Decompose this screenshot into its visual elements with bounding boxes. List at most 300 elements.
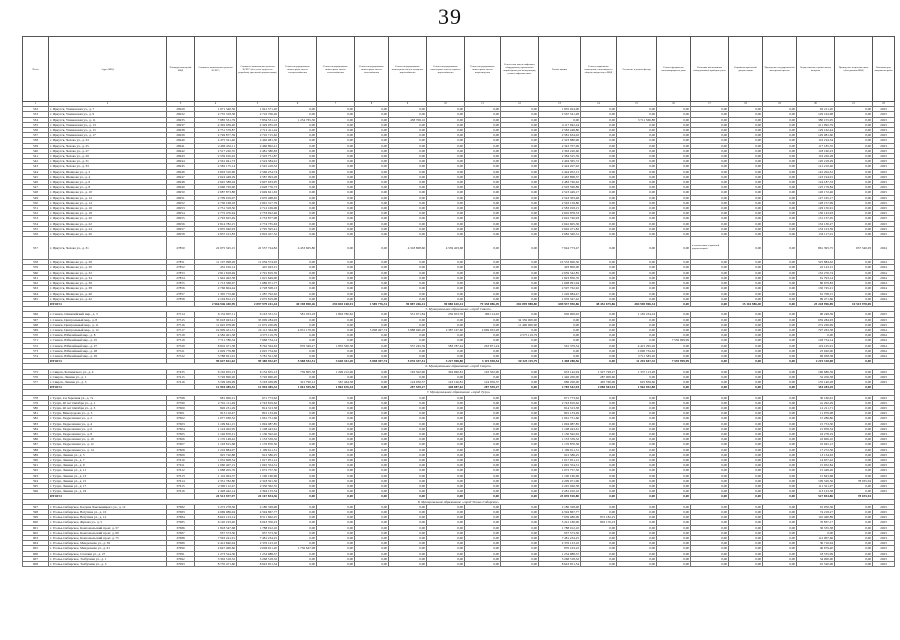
value-cell: 0,00 bbox=[835, 226, 873, 231]
value-cell: 16 945,12 bbox=[797, 442, 835, 447]
value-cell: 0,00 bbox=[279, 478, 317, 483]
value-cell: 0,00 bbox=[355, 154, 389, 159]
row-number-cell: 550 bbox=[23, 200, 49, 205]
value-cell: 0,00 bbox=[501, 312, 539, 317]
value-cell: 90 880 610,41 bbox=[427, 301, 465, 306]
value-cell: 0,00 bbox=[835, 143, 873, 148]
value-cell: 0,00 bbox=[317, 541, 355, 546]
value-cell: 0,00 bbox=[501, 530, 539, 535]
value-cell: 0,00 bbox=[427, 169, 465, 174]
row-number-cell: 592 bbox=[23, 468, 49, 473]
row-number-cell: 547 bbox=[23, 185, 49, 190]
value-cell: 0,00 bbox=[355, 128, 389, 133]
value-cell: 0,00 bbox=[763, 327, 797, 332]
value-cell: 0,00 bbox=[617, 489, 657, 494]
value-cell: 0,00 bbox=[835, 473, 873, 478]
value-cell: 0,00 bbox=[691, 468, 729, 473]
value-cell: 0,00 bbox=[763, 520, 797, 525]
value-cell: 0,00 bbox=[427, 260, 465, 265]
value-cell: 0,00 bbox=[763, 206, 797, 211]
value-cell: 0,00 bbox=[501, 489, 539, 494]
value-cell: 0,00 bbox=[317, 148, 355, 153]
row-number-cell: 555 bbox=[23, 226, 49, 231]
row-number-cell: 589 bbox=[23, 452, 49, 457]
value-cell: 0,00 bbox=[355, 281, 389, 286]
value-cell: 0,00 bbox=[581, 468, 617, 473]
row-number-cell: 537 bbox=[23, 133, 49, 138]
value-cell: 2023 bbox=[873, 395, 895, 400]
value-cell: 2 503 596,89 bbox=[539, 185, 581, 190]
value-cell: 0,00 bbox=[657, 195, 691, 200]
address-cell: г. Тулун, Ленина ул., д. 7 bbox=[49, 458, 167, 463]
value-cell: 0,00 bbox=[279, 411, 317, 416]
value-cell: 0,00 bbox=[317, 128, 355, 133]
value-cell: 37688 bbox=[167, 536, 195, 541]
value-cell: 0,00 bbox=[389, 128, 427, 133]
value-cell: 0,00 bbox=[691, 458, 729, 463]
value-cell: 0,00 bbox=[581, 148, 617, 153]
value-cell: 0,00 bbox=[691, 452, 729, 457]
value-cell: 0,00 bbox=[539, 333, 581, 338]
value-cell: 653 142,94 bbox=[539, 369, 581, 374]
value-cell: 166 686,59 bbox=[797, 369, 835, 374]
address-cell: г. Иркутск, Шевцова ул., д. 2 bbox=[49, 169, 167, 174]
value-cell: 34 000,00 bbox=[797, 556, 835, 561]
value-cell: 1 305 772,66 bbox=[195, 291, 237, 296]
value-cell: 26956 bbox=[167, 221, 195, 226]
value-cell: 2 323 886,96 bbox=[539, 138, 581, 143]
value-cell: 0,00 bbox=[317, 530, 355, 535]
value-cell: 0,00 bbox=[355, 174, 389, 179]
value-cell: 2 561 041,73 bbox=[195, 159, 237, 164]
value-cell: 0,00 bbox=[501, 421, 539, 426]
value-cell: 0,00 bbox=[581, 296, 617, 301]
value-cell: 37613 bbox=[167, 473, 195, 478]
value-cell: 0,00 bbox=[427, 530, 465, 535]
value-cell: 0,00 bbox=[581, 400, 617, 405]
value-cell: 2023 bbox=[873, 180, 895, 185]
value-cell: 1 153 539,32 bbox=[539, 437, 581, 442]
value-cell: 0,00 bbox=[317, 260, 355, 265]
value-cell: 2024 bbox=[873, 343, 895, 348]
value-cell: 0,00 bbox=[389, 525, 427, 530]
value-cell: 0,00 bbox=[355, 169, 389, 174]
value-cell: 26935 bbox=[167, 117, 195, 122]
value-cell: 163 502,90 bbox=[389, 369, 427, 374]
value-cell: 0,00 bbox=[427, 128, 465, 133]
value-cell: 2 897 979 241,44 bbox=[237, 301, 279, 306]
value-cell: 0,00 bbox=[835, 169, 873, 174]
value-cell: 0,00 bbox=[317, 405, 355, 410]
value-cell: 0,00 bbox=[427, 348, 465, 353]
value-cell: 0,00 bbox=[581, 343, 617, 348]
value-cell: 30 535,58 bbox=[797, 525, 835, 530]
value-cell: 0,00 bbox=[729, 395, 763, 400]
value-cell: 0,00 bbox=[427, 296, 465, 301]
value-cell: 7 539 999,99 bbox=[657, 338, 691, 343]
value-cell: 0,00 bbox=[355, 437, 389, 442]
row-number-cell: 562 bbox=[23, 281, 49, 286]
value-cell: 0,00 bbox=[691, 275, 729, 280]
value-cell: 7 593 241,91 bbox=[195, 536, 237, 541]
value-cell: 1 176 870,56 bbox=[237, 442, 279, 447]
value-cell: 0,00 bbox=[355, 133, 389, 138]
value-cell: 0,00 bbox=[355, 395, 389, 400]
value-cell: 0,00 bbox=[355, 562, 389, 567]
value-cell: 0,00 bbox=[317, 180, 355, 185]
value-cell: 26953 bbox=[167, 206, 195, 211]
value-cell: 1 077 038,52 bbox=[195, 416, 237, 421]
value-cell: 0,00 bbox=[501, 348, 539, 353]
value-cell: 2 587 093,28 bbox=[237, 174, 279, 179]
value-cell: 0,00 bbox=[691, 515, 729, 520]
value-cell: 0,00 bbox=[729, 489, 763, 494]
value-cell: 2 691 317,79 bbox=[237, 200, 279, 205]
value-cell: 0,00 bbox=[581, 117, 617, 122]
value-cell: 0,00 bbox=[581, 431, 617, 436]
value-cell: 0,00 bbox=[617, 128, 657, 133]
value-cell: 0,00 bbox=[763, 416, 797, 421]
value-cell: 0,00 bbox=[427, 536, 465, 541]
value-cell: 0,00 bbox=[427, 546, 465, 551]
value-cell: 0,00 bbox=[581, 458, 617, 463]
value-cell: 0,00 bbox=[317, 353, 355, 358]
value-cell: 0,00 bbox=[465, 374, 501, 379]
address-cell: г. Тулун, Гидролизная ул., д. 8 bbox=[49, 431, 167, 436]
value-cell: 0,00 bbox=[617, 195, 657, 200]
value-cell: 0,00 bbox=[389, 353, 427, 358]
value-cell: 0,00 bbox=[355, 232, 389, 237]
row-number-cell: 551 bbox=[23, 206, 49, 211]
value-cell: 3 227 908,80 bbox=[427, 359, 465, 364]
value-cell: 6 043 356,23 bbox=[237, 520, 279, 525]
value-cell: 0,00 bbox=[691, 327, 729, 332]
value-cell: 0,00 bbox=[279, 322, 317, 327]
address-cell: г. Тулун, Ленина ул., д. 15 bbox=[49, 478, 167, 483]
row-number-cell: 557 bbox=[23, 237, 49, 260]
value-cell: 0,00 bbox=[581, 530, 617, 535]
value-cell: 0,00 bbox=[317, 400, 355, 405]
value-cell: 671 773,62 bbox=[539, 395, 581, 400]
value-cell: 0,00 bbox=[617, 286, 657, 291]
value-cell: 0,00 bbox=[465, 291, 501, 296]
value-cell: 3 268 518,32 bbox=[539, 556, 581, 561]
value-cell: 2023 bbox=[873, 447, 895, 452]
value-cell: 26954 bbox=[167, 211, 195, 216]
address-cell: г. Иркутск, Шевцова ул., д. 28 bbox=[49, 260, 167, 265]
value-cell: 0,00 bbox=[389, 200, 427, 205]
value-cell: 0,00 bbox=[389, 180, 427, 185]
row-number-cell: 558 bbox=[23, 260, 49, 265]
value-cell: 37519 bbox=[167, 338, 195, 343]
value-cell: 0,00 bbox=[657, 546, 691, 551]
value-cell: 128 734,14 bbox=[797, 338, 835, 343]
column-index-cell: 2 bbox=[49, 102, 167, 107]
value-cell: 0,00 bbox=[729, 281, 763, 286]
value-cell: 2 376 123,10 bbox=[539, 541, 581, 546]
value-cell: 0,00 bbox=[763, 468, 797, 473]
value-cell: 37606 bbox=[167, 437, 195, 442]
value-cell: 1 100 160,69 bbox=[237, 473, 279, 478]
value-cell: 0,00 bbox=[729, 195, 763, 200]
value-cell: 551 071,84 bbox=[389, 312, 427, 317]
address-cell: г. Усолье-Сибирское, Комсомольский пр-кт, д. 75 bbox=[49, 536, 167, 541]
value-cell: 0,00 bbox=[729, 148, 763, 153]
value-cell: 0,00 bbox=[581, 541, 617, 546]
address-cell: г. Иркутск, Шевцова ул., д. 14 bbox=[49, 200, 167, 205]
value-cell: 0,00 bbox=[729, 107, 763, 112]
value-cell: 123 194,91 bbox=[797, 174, 835, 179]
value-cell: 125 179,84 bbox=[797, 185, 835, 190]
value-cell: 2 814 782,15 bbox=[195, 221, 237, 226]
section-title: 6. Муниципальное образование «город Свирск» bbox=[23, 364, 895, 369]
value-cell: 0,00 bbox=[729, 138, 763, 143]
row-number-cell: 599 bbox=[23, 515, 49, 520]
value-cell: 0,00 bbox=[835, 374, 873, 379]
value-cell: 0,00 bbox=[465, 322, 501, 327]
value-cell: 0,00 bbox=[465, 296, 501, 301]
value-cell: 27854 bbox=[167, 275, 195, 280]
value-cell: 1 072 757,50 bbox=[539, 468, 581, 473]
value-cell: 0,00 bbox=[279, 494, 317, 499]
value-cell: 2 687 873,88 bbox=[195, 190, 237, 195]
value-cell: 0,00 bbox=[763, 216, 797, 221]
value-cell: 581 033,18 bbox=[279, 312, 317, 317]
value-cell: 561 379,54 bbox=[539, 343, 581, 348]
value-cell: 0,00 bbox=[691, 504, 729, 509]
value-cell: 0,00 bbox=[501, 338, 539, 343]
value-cell: 0,00 bbox=[729, 211, 763, 216]
value-cell: 0,00 bbox=[279, 174, 317, 179]
value-cell: 2023 bbox=[873, 536, 895, 541]
value-cell: 0,00 bbox=[691, 117, 729, 122]
value-cell: 0,00 bbox=[691, 216, 729, 221]
value-cell: 0,00 bbox=[389, 536, 427, 541]
value-cell: 0,00 bbox=[317, 510, 355, 515]
value-cell: 0,00 bbox=[691, 206, 729, 211]
value-cell: 2023 bbox=[873, 107, 895, 112]
value-cell: 0,00 bbox=[657, 117, 691, 122]
value-cell: 0,00 bbox=[581, 216, 617, 221]
value-cell: 0,00 bbox=[691, 343, 729, 348]
value-cell: 0,00 bbox=[355, 275, 389, 280]
value-cell: 37689 bbox=[167, 541, 195, 546]
value-cell: 0,00 bbox=[729, 216, 763, 221]
value-cell: 0,00 bbox=[763, 286, 797, 291]
value-cell: 0,00 bbox=[763, 185, 797, 190]
value-cell: 2023 bbox=[873, 442, 895, 447]
value-cell: 0,00 bbox=[657, 128, 691, 133]
value-cell: 2023 bbox=[873, 226, 895, 231]
value-cell: 3 726 690,20 bbox=[195, 374, 237, 379]
address-cell: г. Тулун, Ленина ул., д. 11 bbox=[49, 468, 167, 473]
value-cell: 2 710 715,62 bbox=[237, 133, 279, 138]
value-cell: 0,00 bbox=[657, 190, 691, 195]
value-cell: 0,00 bbox=[427, 112, 465, 117]
value-cell: 0,00 bbox=[763, 148, 797, 153]
value-cell: 0,00 bbox=[389, 546, 427, 551]
value-cell: 0,00 bbox=[355, 369, 389, 374]
value-cell: 37516 bbox=[167, 322, 195, 327]
value-cell: 2023 bbox=[873, 400, 895, 405]
value-cell: 813 110,47 bbox=[195, 411, 237, 416]
value-cell: 0,00 bbox=[763, 463, 797, 468]
value-cell: 0,00 bbox=[317, 112, 355, 117]
value-cell: 37602 bbox=[167, 416, 195, 421]
address-cell: г. Иркутск, Ушаковская ул., д. 17 bbox=[49, 133, 167, 138]
address-cell: г. Тулун, Гидролизная ул., д. 12 bbox=[49, 442, 167, 447]
value-cell: 0,00 bbox=[279, 164, 317, 169]
value-cell: 0,00 bbox=[317, 504, 355, 509]
value-cell: 2023 bbox=[873, 185, 895, 190]
value-cell: 814 313,58 bbox=[539, 405, 581, 410]
value-cell: 2023 bbox=[873, 164, 895, 169]
value-cell: 0,00 bbox=[581, 510, 617, 515]
value-cell: 0,00 bbox=[657, 556, 691, 561]
value-cell: 3 711 583,20 bbox=[617, 353, 657, 358]
value-cell: 0,00 bbox=[427, 431, 465, 436]
value-cell: 0,00 bbox=[763, 312, 797, 317]
value-cell: 802 176,23 bbox=[581, 520, 617, 525]
table-row bbox=[23, 237, 895, 260]
value-cell: 0,00 bbox=[465, 442, 501, 447]
value-cell: 2 180 328,00 bbox=[539, 504, 581, 509]
value-cell: 0,00 bbox=[691, 211, 729, 216]
value-cell: 0,00 bbox=[355, 296, 389, 301]
value-cell: 2 343 707,06 bbox=[539, 143, 581, 148]
value-cell: 0,00 bbox=[317, 426, 355, 431]
value-cell: 0,00 bbox=[317, 226, 355, 231]
value-cell: 99 471,66 bbox=[797, 296, 835, 301]
value-cell: 2 475 321,46 bbox=[195, 138, 237, 143]
row-number-cell: 606 bbox=[23, 551, 49, 556]
address-cell: г. Иркутск, Шевцова ул., д. 24 bbox=[49, 226, 167, 231]
value-cell: 527 854,86 bbox=[797, 494, 835, 499]
value-cell: 0,00 bbox=[763, 379, 797, 384]
value-cell: 2 545 418,32 bbox=[237, 164, 279, 169]
value-cell: 0,00 bbox=[835, 154, 873, 159]
row-number-cell: 597 bbox=[23, 504, 49, 509]
value-cell: 0,00 bbox=[501, 520, 539, 525]
value-cell: 0,00 bbox=[501, 504, 539, 509]
value-cell: 0,00 bbox=[835, 180, 873, 185]
value-cell: 0,00 bbox=[355, 286, 389, 291]
value-cell: 0,00 bbox=[729, 447, 763, 452]
value-cell: 2 774 735,63 bbox=[237, 221, 279, 226]
value-cell: 0,00 bbox=[389, 133, 427, 138]
value-cell: 2 647 490,60 bbox=[195, 546, 237, 551]
value-cell: 11 292 847,32 bbox=[617, 359, 657, 364]
value-cell: 0,00 bbox=[355, 117, 389, 122]
value-cell: 0,00 bbox=[763, 133, 797, 138]
value-cell: 0,00 bbox=[389, 405, 427, 410]
value-cell: 0,00 bbox=[317, 164, 355, 169]
value-cell: 0,00 bbox=[279, 400, 317, 405]
value-cell: 0,00 bbox=[763, 159, 797, 164]
value-cell: 0,00 bbox=[763, 541, 797, 546]
value-cell: 10 515 978,69 bbox=[835, 301, 873, 306]
value-cell: 0,00 bbox=[389, 143, 427, 148]
value-cell: 113 123,38 bbox=[797, 489, 835, 494]
value-cell: 26946 bbox=[167, 169, 195, 174]
value-cell: 3 199 439,99 bbox=[195, 379, 237, 384]
value-cell: 0,00 bbox=[729, 117, 763, 122]
value-cell: 0,00 bbox=[501, 405, 539, 410]
value-cell: 0,00 bbox=[657, 138, 691, 143]
row-number-cell: 576 bbox=[23, 374, 49, 379]
value-cell: 2 583 018,15 bbox=[539, 206, 581, 211]
value-cell: 2023 bbox=[873, 174, 895, 179]
value-cell: 0,00 bbox=[465, 281, 501, 286]
value-cell: 76 837,17 bbox=[797, 520, 835, 525]
value-cell: 0,00 bbox=[763, 232, 797, 237]
value-cell: 7 985 531,79 bbox=[195, 117, 237, 122]
value-cell: 3 119 938,54 bbox=[465, 359, 501, 364]
value-cell: 1 045 354,31 bbox=[539, 463, 581, 468]
value-cell: 0,00 bbox=[355, 426, 389, 431]
value-cell: 0,00 bbox=[465, 133, 501, 138]
value-cell: 0,00 bbox=[657, 520, 691, 525]
address-cell: г. Иркутск, Шевцова ул., д. 30 bbox=[49, 265, 167, 270]
value-cell: 0,00 bbox=[465, 265, 501, 270]
value-cell: 0,00 bbox=[581, 421, 617, 426]
value-cell: 0,00 bbox=[501, 232, 539, 237]
value-cell: 0,00 bbox=[389, 431, 427, 436]
value-cell: 0,00 bbox=[355, 551, 389, 556]
value-cell: 0,00 bbox=[581, 270, 617, 275]
value-cell: 2024 bbox=[873, 275, 895, 280]
value-cell: 0,00 bbox=[657, 530, 691, 535]
value-cell: 0,00 bbox=[389, 520, 427, 525]
value-cell: 0,00 bbox=[501, 185, 539, 190]
value-cell: 18 535,99 bbox=[797, 551, 835, 556]
value-cell: 0,00 bbox=[729, 154, 763, 159]
value-cell: 3 781 521,58 bbox=[237, 353, 279, 358]
value-cell: 0,00 bbox=[317, 338, 355, 343]
value-cell: 826 231,29 bbox=[195, 405, 237, 410]
value-cell: 0,00 bbox=[355, 458, 389, 463]
value-cell: 0,00 bbox=[465, 458, 501, 463]
value-cell: 0,00 bbox=[763, 190, 797, 195]
row-number-cell: 533 bbox=[23, 112, 49, 117]
value-cell: 0,00 bbox=[763, 138, 797, 143]
value-cell: 0,00 bbox=[617, 530, 657, 535]
value-cell: 0,00 bbox=[389, 515, 427, 520]
value-cell: 128 157,99 bbox=[797, 200, 835, 205]
value-cell: 2 785 542,94 bbox=[539, 385, 581, 390]
value-cell: 0,00 bbox=[539, 327, 581, 332]
value-cell: 957 573,30 bbox=[195, 530, 237, 535]
value-cell: 0,00 bbox=[617, 226, 657, 231]
value-cell: 11 400 000,00 bbox=[501, 322, 539, 327]
value-cell: 0,00 bbox=[427, 281, 465, 286]
value-cell: 936 909,02 bbox=[539, 312, 581, 317]
value-cell: 0,00 bbox=[317, 154, 355, 159]
value-cell: 1 254 988,37 bbox=[237, 551, 279, 556]
value-cell: 0,00 bbox=[501, 478, 539, 483]
value-cell: 129 162,44 bbox=[797, 128, 835, 133]
value-cell: 0,00 bbox=[835, 312, 873, 317]
value-cell: 2 582 175,14 bbox=[195, 164, 237, 169]
value-cell: 0,00 bbox=[581, 546, 617, 551]
value-cell: 0,00 bbox=[465, 216, 501, 221]
value-cell: 0,00 bbox=[763, 562, 797, 567]
value-cell: 37416 bbox=[167, 379, 195, 384]
value-cell: 0,00 bbox=[279, 226, 317, 231]
address-cell: г. Саянск, Олимпийский мкр., д. 3 bbox=[49, 312, 167, 317]
value-cell: 0,00 bbox=[691, 333, 729, 338]
value-cell: 0,00 bbox=[317, 317, 355, 322]
